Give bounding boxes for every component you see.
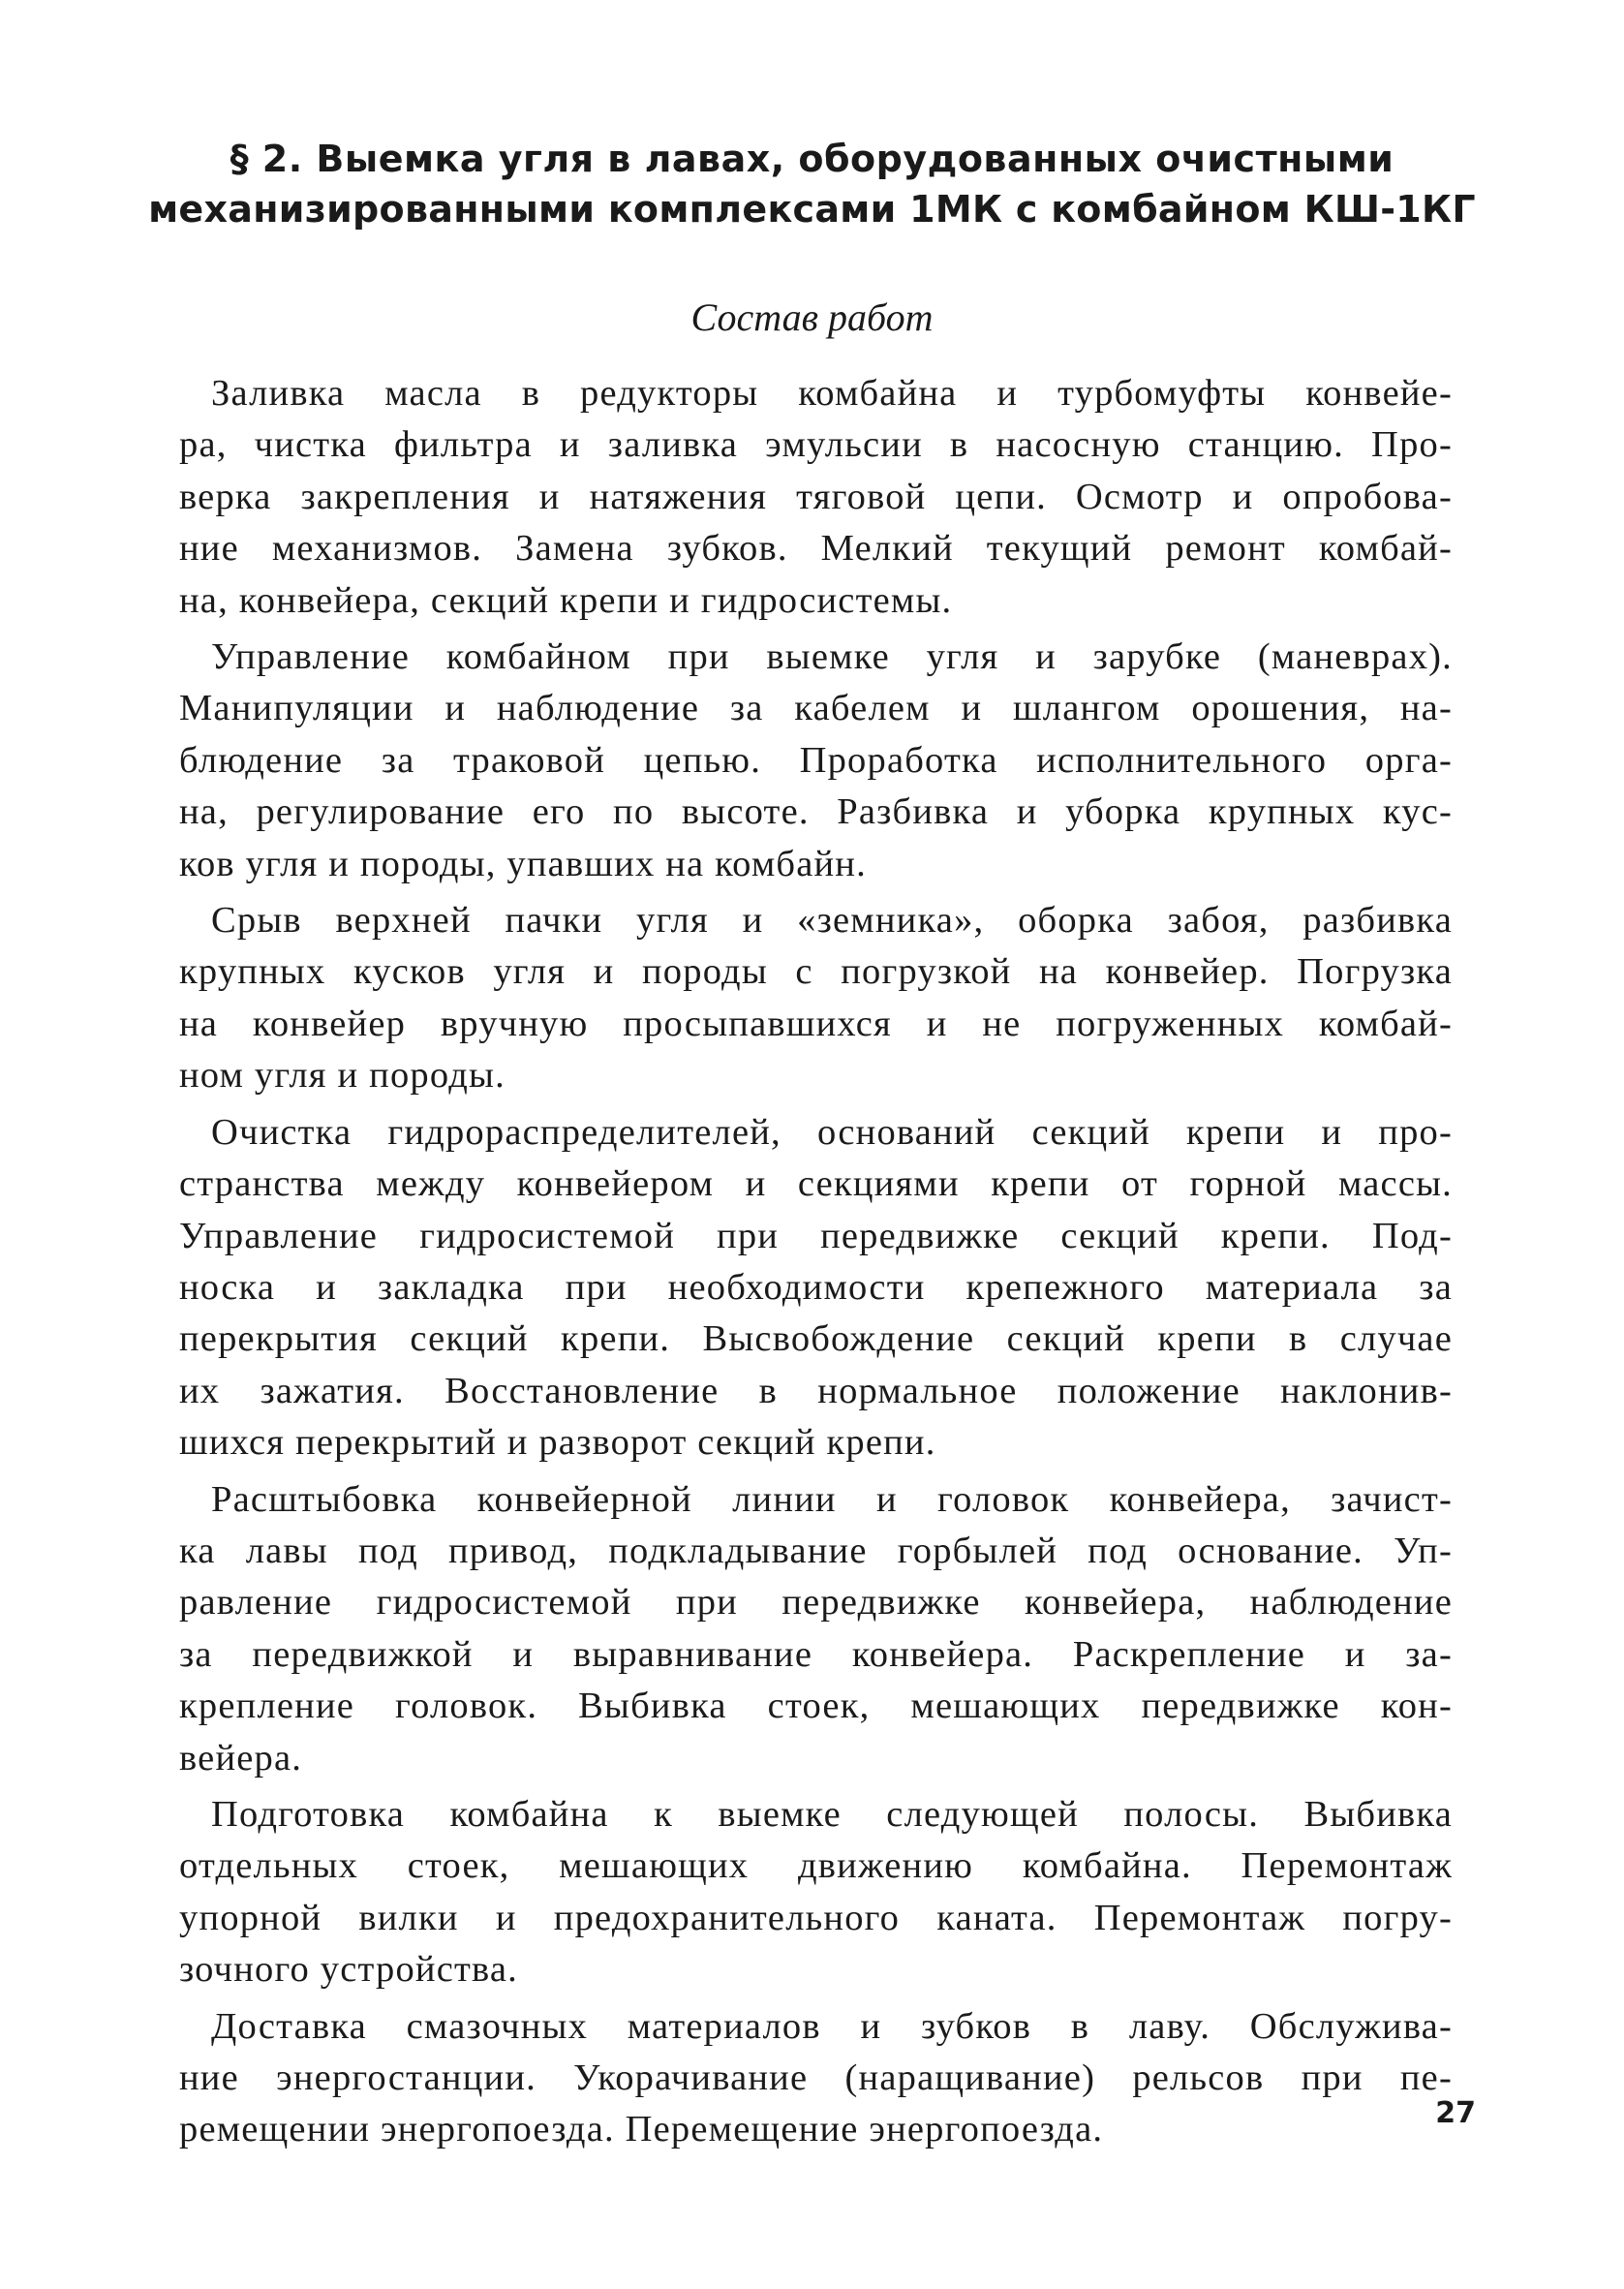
- text-line: их зажатия. Восстановление в нормальное положение наклонив-: [179, 1370, 1453, 1411]
- text-line: Расштыбовка конвейерной линии и головок конвейера, зачист-: [211, 1478, 1453, 1520]
- text-line: ном угля и породы.: [179, 1055, 506, 1097]
- text-line: вейера.: [179, 1737, 303, 1779]
- paragraph: [179, 1107, 1453, 1469]
- text-line: Управление комбайном при выемке угля и зарубке (маневрах).: [211, 636, 1453, 678]
- text-line: Срыв верхней пачки угля и «земника», оборка забоя, разбивка: [211, 900, 1453, 942]
- text-line: на, конвейера, секций крепи и гидросистемы.: [179, 579, 953, 621]
- text-line: отдельных стоек, мешающих движению комбайна. Перемонтаж: [179, 1845, 1453, 1887]
- text-line: Подготовка комбайна к выемке следующей полосы. Выбивка: [211, 1793, 1453, 1835]
- page-number: 27: [1435, 2096, 1476, 2130]
- text-line: ка лавы под привод, подкладывание горбылей под основание. Уп-: [179, 1530, 1453, 1571]
- text-line: носка и закладка при необходимости крепежного материала за: [179, 1266, 1453, 1308]
- section-title-line: § 2. Выемка угля в лавах, оборудованных очистными: [230, 138, 1394, 180]
- text-line: ние механизмов. Замена зубков. Мелкий текущий ремонт комбай-: [179, 528, 1453, 570]
- text-line: ков угля и породы, упавших на комбайн.: [179, 843, 867, 884]
- text-line: за передвижкой и выравнивание конвейера. Раскрепление и за-: [179, 1633, 1453, 1675]
- paragraph: [179, 2001, 1453, 2156]
- body-text: [179, 368, 1453, 2161]
- text-line: Очистка гидрораспределителей, оснований секций крепи и про-: [211, 1111, 1453, 1153]
- text-line: на, регулирование его по высоте. Разбивка и уборка крупных кус-: [179, 791, 1453, 833]
- text-line: перекрытия секций крепи. Высвобождение секций крепи в случае: [179, 1318, 1453, 1360]
- text-line: крепление головок. Выбивка стоек, мешающих передвижке кон-: [179, 1686, 1453, 1727]
- text-line: блюдение за траковой цепью. Проработка исполнительного орга-: [179, 739, 1453, 781]
- paragraph: [179, 632, 1453, 890]
- text-line: ние энергостанции. Укорачивание (наращивание) рельсов при пе-: [179, 2057, 1453, 2098]
- text-line: Манипуляции и наблюдение за кабелем и шлангом орошения, на-: [179, 688, 1453, 729]
- paragraph: [179, 1789, 1453, 1996]
- text-line: Заливка масла в редукторы комбайна и турбомуфты конвейе-: [211, 373, 1453, 414]
- paragraph: [179, 895, 1453, 1102]
- text-line: крупных кусков угля и породы с погрузкой на конвейер. Погрузка: [179, 951, 1453, 993]
- text-line: странства между конвейером и секциями крепи от горной массы.: [179, 1163, 1453, 1205]
- text-line: ремещении энергопоезда. Перемещение энергопоезда.: [179, 2109, 1104, 2150]
- paragraph: [179, 368, 1453, 627]
- text-line: зочного устройства.: [179, 1949, 518, 1991]
- text-line: упорной вилки и предохранительного каната. Перемонтаж погру-: [179, 1897, 1453, 1938]
- text-line: верка закрепления и натяжения тяговой цепи. Осмотр и опробова-: [179, 476, 1453, 517]
- section-title-line: механизированными комплексами 1МК с комбайном КШ-1КГ: [148, 188, 1476, 231]
- text-line: шихся перекрытий и разворот секций крепи.: [179, 1422, 936, 1464]
- section-subtitle: Состав работ: [690, 295, 934, 339]
- text-line: Доставка смазочных материалов и зубков в лаву. Обслужива-: [211, 2005, 1453, 2047]
- text-line: ра, чистка фильтра и заливка эмульсии в насосную станцию. Про-: [179, 424, 1453, 466]
- text-line: на конвейер вручную просыпавшихся и не погруженных комбай-: [179, 1003, 1453, 1044]
- section-title: [145, 134, 1479, 234]
- paragraph: [179, 1474, 1453, 1784]
- text-line: равление гидросистемой при передвижке конвейера, наблюдение: [179, 1582, 1453, 1624]
- text-line: Управление гидросистемой при передвижке секций крепи. Под-: [179, 1215, 1453, 1256]
